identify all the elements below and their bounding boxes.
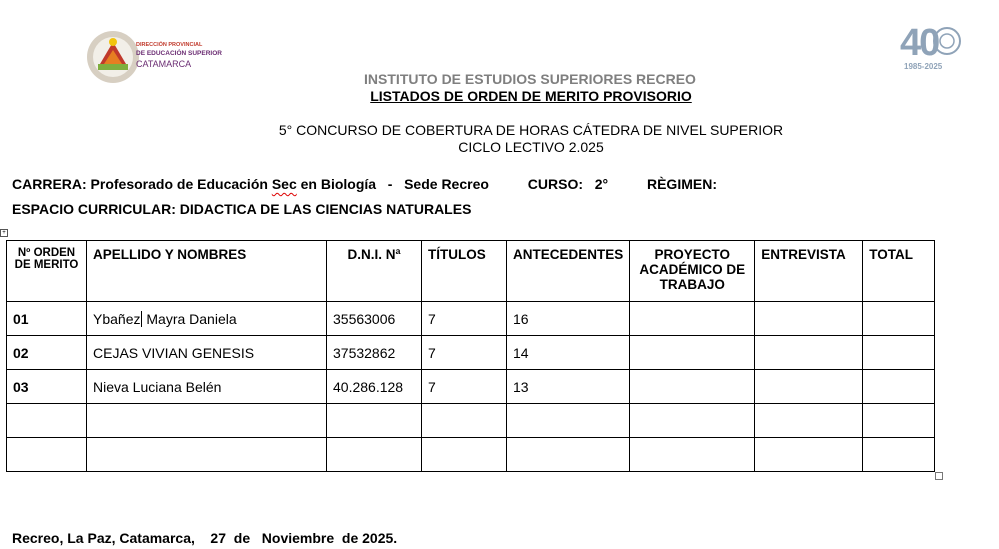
logo-line-2: DE EDUCACIÓN SUPERIOR [136,50,222,57]
cell-antecedentes[interactable]: 13 [507,370,630,404]
cell-nombre[interactable]: CEJAS VIVIAN GENESIS [87,336,327,370]
cell-dni[interactable]: 40.286.128 [327,370,422,404]
cell-titulos[interactable]: 7 [422,302,507,336]
table-header-row [7,241,935,302]
cell-empty[interactable] [87,404,327,438]
header-proyecto: PROYECTO ACADÉMICO DE TRABAJO [630,241,755,302]
anniversary-number: 40 [900,22,939,64]
table-row [7,302,935,336]
table-row [7,336,935,370]
table-row-empty [7,404,935,438]
seal-icon [932,26,962,56]
anniversary-years: 1985-2025 [904,62,943,71]
cell-empty[interactable] [87,438,327,472]
cell-empty[interactable] [630,438,755,472]
cell-titulos[interactable]: 7 [422,336,507,370]
place-date-line: Recreo, La Paz, Catamarca, 27 de Noviembre de 2025. [12,530,398,546]
table-row [7,370,935,404]
cell-nombre[interactable] [87,302,327,336]
cycle-title: CICLO LECTIVO 2.025 [458,139,604,155]
list-title: LISTADOS DE ORDEN DE MERITO PROVISORIO [370,88,692,104]
cell-empty[interactable] [755,438,863,472]
header-total: TOTAL [863,241,935,302]
table-move-handle[interactable]: + [0,229,8,237]
header-dni: D.N.I. Nª [327,241,422,302]
cell-proyecto[interactable] [630,336,755,370]
cell-empty[interactable] [327,404,422,438]
cell-empty[interactable] [422,438,507,472]
table-row-empty [7,438,935,472]
cell-empty[interactable] [507,404,630,438]
anniversary-40-logo [898,22,976,74]
logo-line-3: CATAMARCA [136,59,192,69]
merit-table [6,240,935,472]
cell-empty[interactable] [327,438,422,472]
cell-empty[interactable] [507,438,630,472]
cell-entrevista[interactable] [755,370,863,404]
cell-empty[interactable] [7,438,87,472]
cell-orden[interactable]: 01 [7,302,87,336]
name-part-a: Ybañez [93,311,141,327]
cell-empty[interactable] [755,404,863,438]
cell-proyecto[interactable] [630,302,755,336]
carrera-text-sec: Sec [271,176,297,192]
institution-title: INSTITUTO DE ESTUDIOS SUPERIORES RECREO [364,71,696,87]
table-resize-handle[interactable] [935,472,943,480]
cell-total[interactable] [863,370,935,404]
cell-empty[interactable] [630,404,755,438]
cell-antecedentes[interactable]: 16 [507,302,630,336]
cell-titulos[interactable]: 7 [422,370,507,404]
header-orden: Nº ORDEN DE MERITO [7,241,87,302]
header-entrevista: ENTREVISTA [755,241,863,302]
logo-line-1: DIRECCIÓN PROVINCIAL [136,42,203,48]
cell-nombre[interactable]: Nieva Luciana Belén [87,370,327,404]
espacio-curricular-line: ESPACIO CURRICULAR: DIDACTICA DE LAS CIENCIAS NATURALES [12,201,472,217]
cell-empty[interactable] [422,404,507,438]
cell-entrevista[interactable] [755,336,863,370]
cell-dni[interactable]: 37532862 [327,336,422,370]
header-apellido: APELLIDO Y NOMBRES [87,241,327,302]
name-part-b: Mayra Daniela [142,311,237,327]
cell-empty[interactable] [863,404,935,438]
cell-total[interactable] [863,302,935,336]
cell-orden[interactable]: 02 [7,336,87,370]
carrera-text-pre: CARRERA: Profesorado de Educación [12,176,272,192]
cell-entrevista[interactable] [755,302,863,336]
cell-proyecto[interactable] [630,370,755,404]
cell-dni[interactable]: 35563006 [327,302,422,336]
carrera-line [12,176,717,192]
cell-total[interactable] [863,336,935,370]
cell-orden[interactable]: 03 [7,370,87,404]
carrera-text-post: en Biología - Sede Recreo CURSO: 2° RÈGIMEN: [296,176,717,192]
cell-empty[interactable] [863,438,935,472]
header-titulos: TÍTULOS [422,241,507,302]
contest-title: 5° CONCURSO DE COBERTURA DE HORAS CÁTEDRA DE NIVEL SUPERIOR [278,122,784,138]
cell-empty[interactable] [7,404,87,438]
header-antecedentes: ANTECEDENTES [507,241,630,302]
cell-antecedentes[interactable]: 14 [507,336,630,370]
